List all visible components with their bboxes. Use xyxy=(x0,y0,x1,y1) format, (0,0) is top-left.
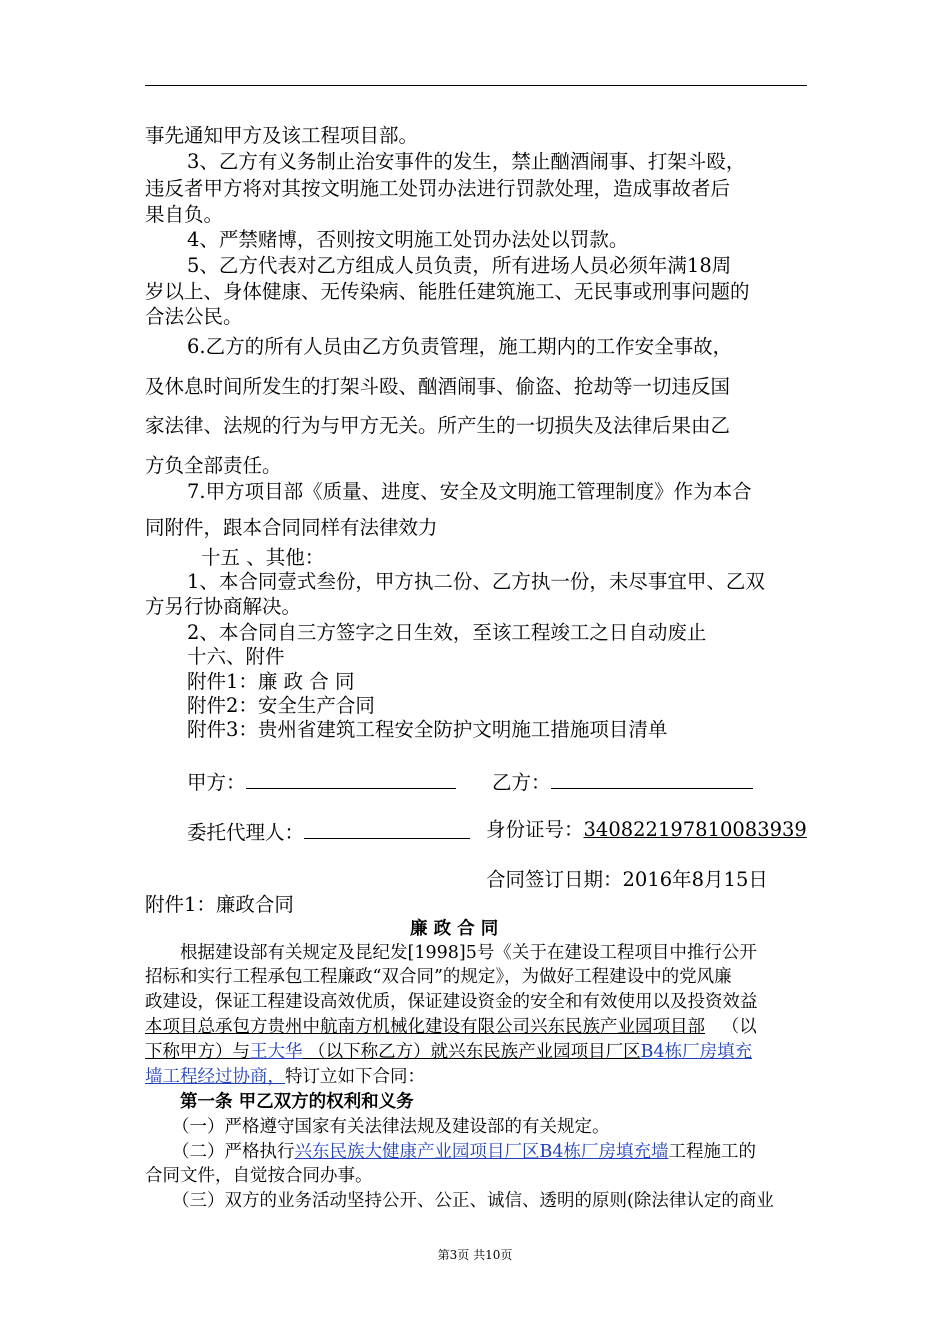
text-line: 家法律、法规的行为与甲方无关。所产生的一切损失及法律后果由乙 xyxy=(145,414,731,437)
text-span: （以下称乙方） xyxy=(308,1042,431,1062)
text-span: 特订立如下合同： xyxy=(285,1067,425,1087)
text-line: 及休息时间所发生的打架斗殴、酗酒闹事、偷盗、抢劫等一切违反国 xyxy=(145,375,731,398)
text-line xyxy=(172,1141,756,1163)
text-line: 果自负。 xyxy=(145,203,224,226)
text-line: （三）双方的业务活动坚持公开、公正、诚信、透明的原则(除法律认定的商业 xyxy=(172,1191,774,1211)
text-line: 5、乙方代表对乙方组成人员负责，所有进场人员必须年满18周 xyxy=(187,254,732,277)
party-a-signature xyxy=(187,768,456,795)
agent-signature xyxy=(187,818,470,845)
id-label: 身份证号： xyxy=(486,818,584,841)
text-line: 附件1：廉 政 合 同 xyxy=(187,670,355,693)
text-line xyxy=(145,1041,752,1063)
text-line xyxy=(145,1016,757,1038)
text-span: 本项目总承包方 xyxy=(145,1017,268,1037)
id-value: 340822197810083939 xyxy=(583,818,807,841)
agent-blank[interactable] xyxy=(304,818,470,839)
text-span: 下称甲方） xyxy=(145,1042,233,1062)
text-span: （二）严格执行 xyxy=(172,1142,295,1162)
header-rule xyxy=(145,85,807,86)
section-heading: 十五 、其他： xyxy=(201,546,325,569)
text-span: （以 xyxy=(721,1017,757,1037)
text-line: 岁以上、身体健康、无传染病、能胜任建筑施工、无民事或刑事问题的 xyxy=(145,280,750,303)
party-b-name-link[interactable]: 王大华 xyxy=(250,1042,303,1062)
text-line: 招标和实行工程承包工程廉政“双合同”的规定》，为做好工程建设中的党风廉 xyxy=(145,967,732,987)
project-name-link[interactable]: 兴东民族大健康产业园项目厂区B4栋厂房填充墙 xyxy=(294,1142,669,1162)
section-heading: 十六、附件 xyxy=(187,645,285,668)
party-a-blank[interactable] xyxy=(246,768,456,789)
text-line: 事先通知甲方及该工程项目部。 xyxy=(145,124,419,147)
text-line: 违反者甲方将对其按文明施工处罚办法进行罚款处理，造成事故者后 xyxy=(145,177,731,200)
text-line: 附件2：安全生产合同 xyxy=(187,694,375,717)
page-footer: 第3页 共10页 xyxy=(437,1248,513,1262)
text-span: 就兴东民族产业园项目厂区 xyxy=(430,1042,641,1062)
text-line: 附件3：贵州省建筑工程安全防护文明施工措施项目清单 xyxy=(187,718,668,741)
party-b-signature xyxy=(492,768,753,795)
text-line: 4、严禁赌博，否则按文明施工处罚办法处以罚款。 xyxy=(187,228,629,251)
text-line: 3、乙方有义务制止治安事件的发生，禁止酗酒闹事、打架斗殴， xyxy=(187,150,746,173)
article-heading: 第一条 甲乙双方的权利和义务 xyxy=(180,1092,414,1112)
contractor-name: 贵州中航南方机械化建设有限公司兴东民族产业园项目部 xyxy=(267,1017,705,1037)
text-line: 同附件，跟本合同同样有法律效力 xyxy=(145,516,438,539)
project-link[interactable]: 墙工程经过协商， xyxy=(145,1067,285,1087)
text-span: 与 xyxy=(232,1042,250,1062)
annex-heading: 附件1：廉政合同 xyxy=(145,893,294,916)
text-line xyxy=(145,1066,425,1088)
annex-title: 廉 政 合 同 xyxy=(410,919,499,939)
agent-label: 委托代理人： xyxy=(187,821,305,844)
text-line: 合法公民。 xyxy=(145,305,243,328)
text-span: 工程施工的 xyxy=(668,1142,756,1162)
text-line: 2、本合同自三方签字之日生效，至该工程竣工之日自动废止 xyxy=(187,621,707,644)
text-line: 根据建设部有关规定及昆纪发[1998]5号《关于在建设工程项目中推行公开 xyxy=(180,943,757,963)
text-line: 6.乙方的所有人员由乙方负责管理，施工期内的工作安全事故， xyxy=(187,335,733,358)
signing-date: 合同签订日期：2016年8月15日 xyxy=(486,868,768,891)
id-number-field xyxy=(486,818,807,842)
text-line: 7.甲方项目部《质量、进度、安全及文明施工管理制度》作为本合 xyxy=(187,480,752,503)
text-line: 合同文件，自觉按合同办事。 xyxy=(145,1166,373,1186)
text-line: 方另行协商解决。 xyxy=(145,595,302,618)
text-line: 政建设，保证工程建设高效优质，保证建设资金的安全和有效使用以及投资效益 xyxy=(145,992,758,1012)
text-line: （一）严格遵守国家有关法律法规及建设部的有关规定。 xyxy=(172,1117,610,1137)
text-line: 1、本合同壹式叁份，甲方执二份、乙方执一份，未尽事宜甲、乙双 xyxy=(187,570,765,593)
party-a-label: 甲方： xyxy=(187,771,246,794)
text-line: 方负全部责任。 xyxy=(145,454,282,477)
building-link[interactable]: B4栋厂房填充 xyxy=(640,1042,753,1062)
party-b-blank[interactable] xyxy=(551,768,753,789)
party-b-label: 乙方： xyxy=(492,771,551,794)
